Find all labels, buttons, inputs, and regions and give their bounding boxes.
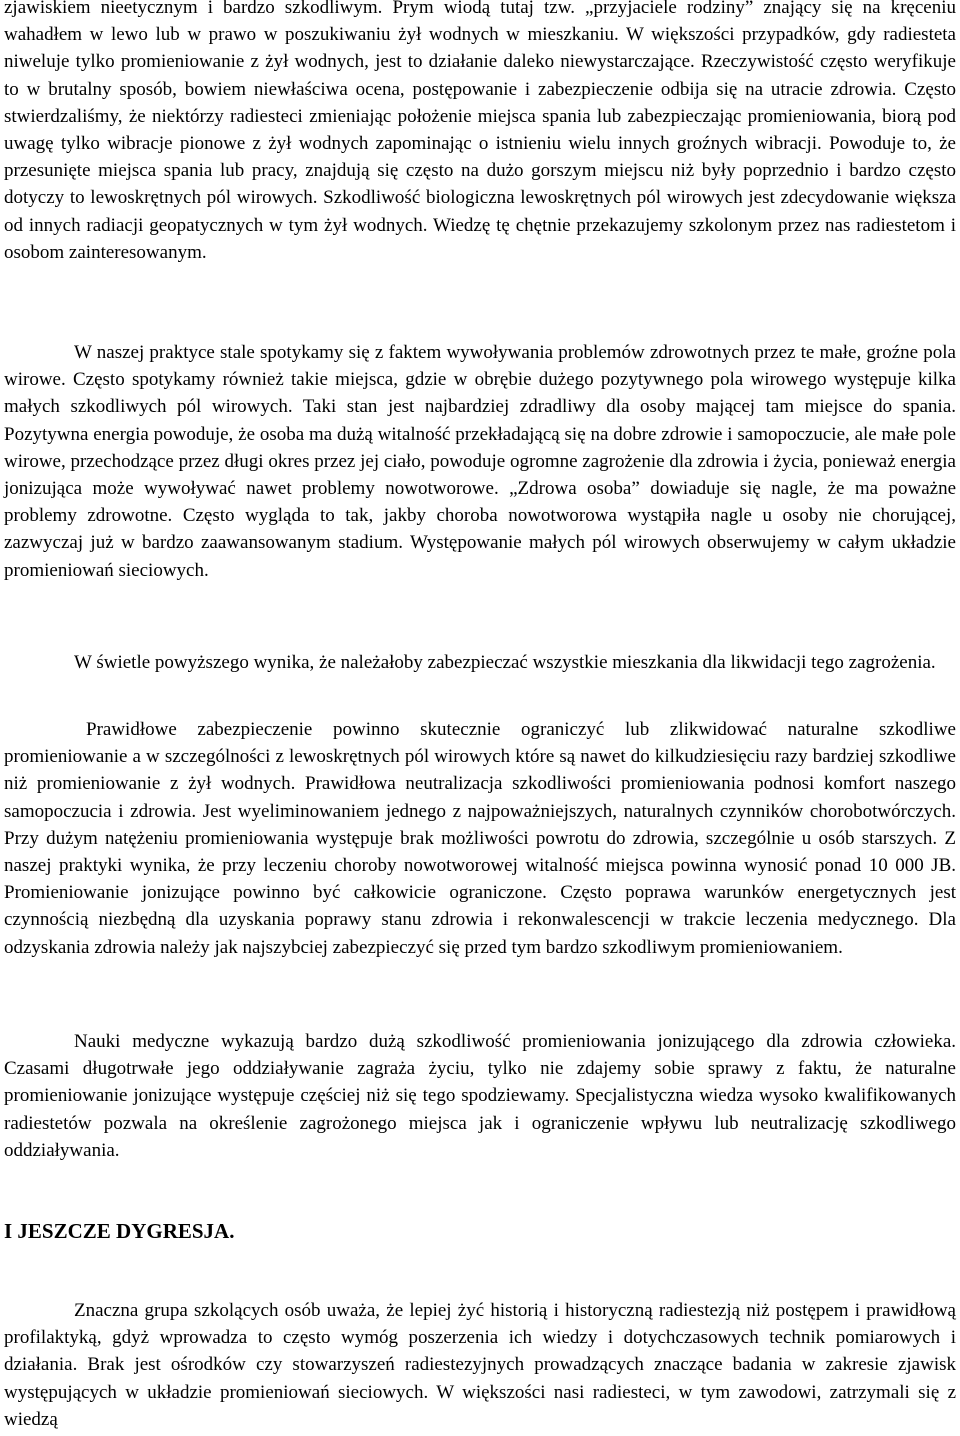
paragraph-protect-homes: W świetle powyższego wynika, że należałoby zabezpieczać wszystkie mieszkania dla likwidacji tego zagrożenia. <box>74 652 936 673</box>
paragraph-digression: Znaczna grupa szkolących osób uważa, że lepiej żyć historią i historyczną radiestezją niż postępem i prawidłową profilaktyką, gdyż wprowadza to często wymóg poszerzenia ich wiedzy i dotychczasowych technik pomiarowych i działania. Brak jest ośrodków czy stowarzyszeń radiestezyjnych prowadzących znaczące badania w zakresie zjawisk występujących w układzie promieniowań sieciowych. W większości nasi radiesteci, w tym zawodowi, zatrzymali się z wiedzą <box>4 1300 956 1430</box>
paragraph-radiesthesia-errors: zjawiskiem nieetycznym i bardzo szkodliwym. Prym wiodą tutaj tzw. „przyjaciele rodziny” znający się na kręceniu wahadłem w lewo lub w prawo w poszukiwaniu żył wodnych w mieszkaniu. W większości przypadków, gdy radiesteta niweluje tylko promieniowanie z żył wodnych, jest to działanie daleko niewystarczające. Rzeczywistość często weryfikuje to w brutalny sposób, bowiem niewłaściwa ocena, postępowanie i zabezpieczenie odbija się na utracie zdrowia. Często stwierdzaliśmy, że niektórzy radiesteci zmieniając położenie miejsca spania lub zabezpieczając promieniowania, biorą pod uwagę tylko wibracje pionowe z żył wodnych zapominając o istnieniu wielu innych groźnych wibracji. Powoduje to, że przesunięte miejsca spania lub pracy, znajdują się często na dużo gorszym miejscu niż były poprzednio i bardzo często dotyczy to lewoskrętnych pól wirowych. Szkodliwość biologiczna lewoskrętnych pól wirowych jest zdecydowanie większa od innych radiacji geopatycznych w tym żył wodnych. Wiedzę tę chętnie przekazujemy szkolonym przez nas radiestetom i osobom zainteresowanym. <box>4 0 956 263</box>
paragraph-proper-protection: Prawidłowe zabezpieczenie powinno skutecznie ograniczyć lub zlikwidować naturalne szkodliwe promieniowanie a w szczególności z lewoskrętnych pól wirowych które są nawet do kilkudziesięciu razy bardziej szkodliwe niż promieniowanie z żył wodnych. Prawidłowa neutralizacja szkodliwości promieniowania podnosi komfort naszego samopoczucia i zdrowia. Jest wyeliminowaniem jednego z najpoważniejszych, naturalnych czynników chorobotwórczych. Przy dużym natężeniu promieniowania występuje brak możliwości powrotu do zdrowia, szczególnie u osób starszych. Z naszej praktyki wynika, że przy leczeniu choroby nowotworowej witalność miejsca powinna wynosić ponad 10 000 JB. Promieniowanie jonizujące powinno być całkowicie ograniczone. Często poprawa warunków energetycznych jest czynnością niezbędną dla uzyskania poprawy stanu zdrowia i rekonwalescencji w trakcie leczenia medycznego. Dla odzyskania zdrowia należy jak najszybciej zabezpieczyć się przed tym bardzo szkodliwym promieniowaniem. <box>4 719 956 958</box>
paragraph-small-vortex-fields: W naszej praktyce stale spotykamy się z faktem wywoływania problemów zdrowotnych przez te małe, groźne pola wirowe. Często spotykamy również takie miejsca, gdzie w obrębie dużego pozytywnego pola wirowego występuje kilka małych szkodliwych pól wirowych. Taki stan jest najbardziej zdradliwy dla osoby mającej tam miejsce do spania. Pozytywna energia powoduje, że osoba ma dużą witalność przekładającą się na dobre zdrowie i samopoczucie, ale małe pole wirowe, przechodzące przez długi okres przez jej ciało, powoduje ogromne zagrożenie dla zdrowia i życia, ponieważ energia jonizująca może wywoływać nawet problemy nowotworowe. „Zdrowa osoba” dowiaduje się nagle, że ma poważne problemy zdrowotne. Często wygląda to tak, jakby choroba nowotworowa wystąpiła nagle u osoby nie chorującej, zazwyczaj już w bardzo zaawansowanym stadium. Występowanie małych pól wirowych obserwujemy w całym układzie promieniowań sieciowych. <box>4 342 956 581</box>
section-heading: I JESZCZE DYGRESJA. <box>4 1219 235 1243</box>
paragraph-ionizing-radiation: Nauki medyczne wykazują bardzo dużą szkodliwość promieniowania jonizującego dla zdrowia człowieka. Czasami długotrwałe jego oddziaływanie zagraża życiu, tylko nie zdajemy sobie sprawy z faktu, że naturalne promieniowanie jonizujące występuje częściej niż się tego spodziewamy. Specjalistyczna wiedza wysoko kwalifikowanych radiestetów pozwala na określenie zagrożonego miejsca jak i ograniczenie wpływu lub neutralizację szkodliwego oddziaływania. <box>4 1031 956 1161</box>
